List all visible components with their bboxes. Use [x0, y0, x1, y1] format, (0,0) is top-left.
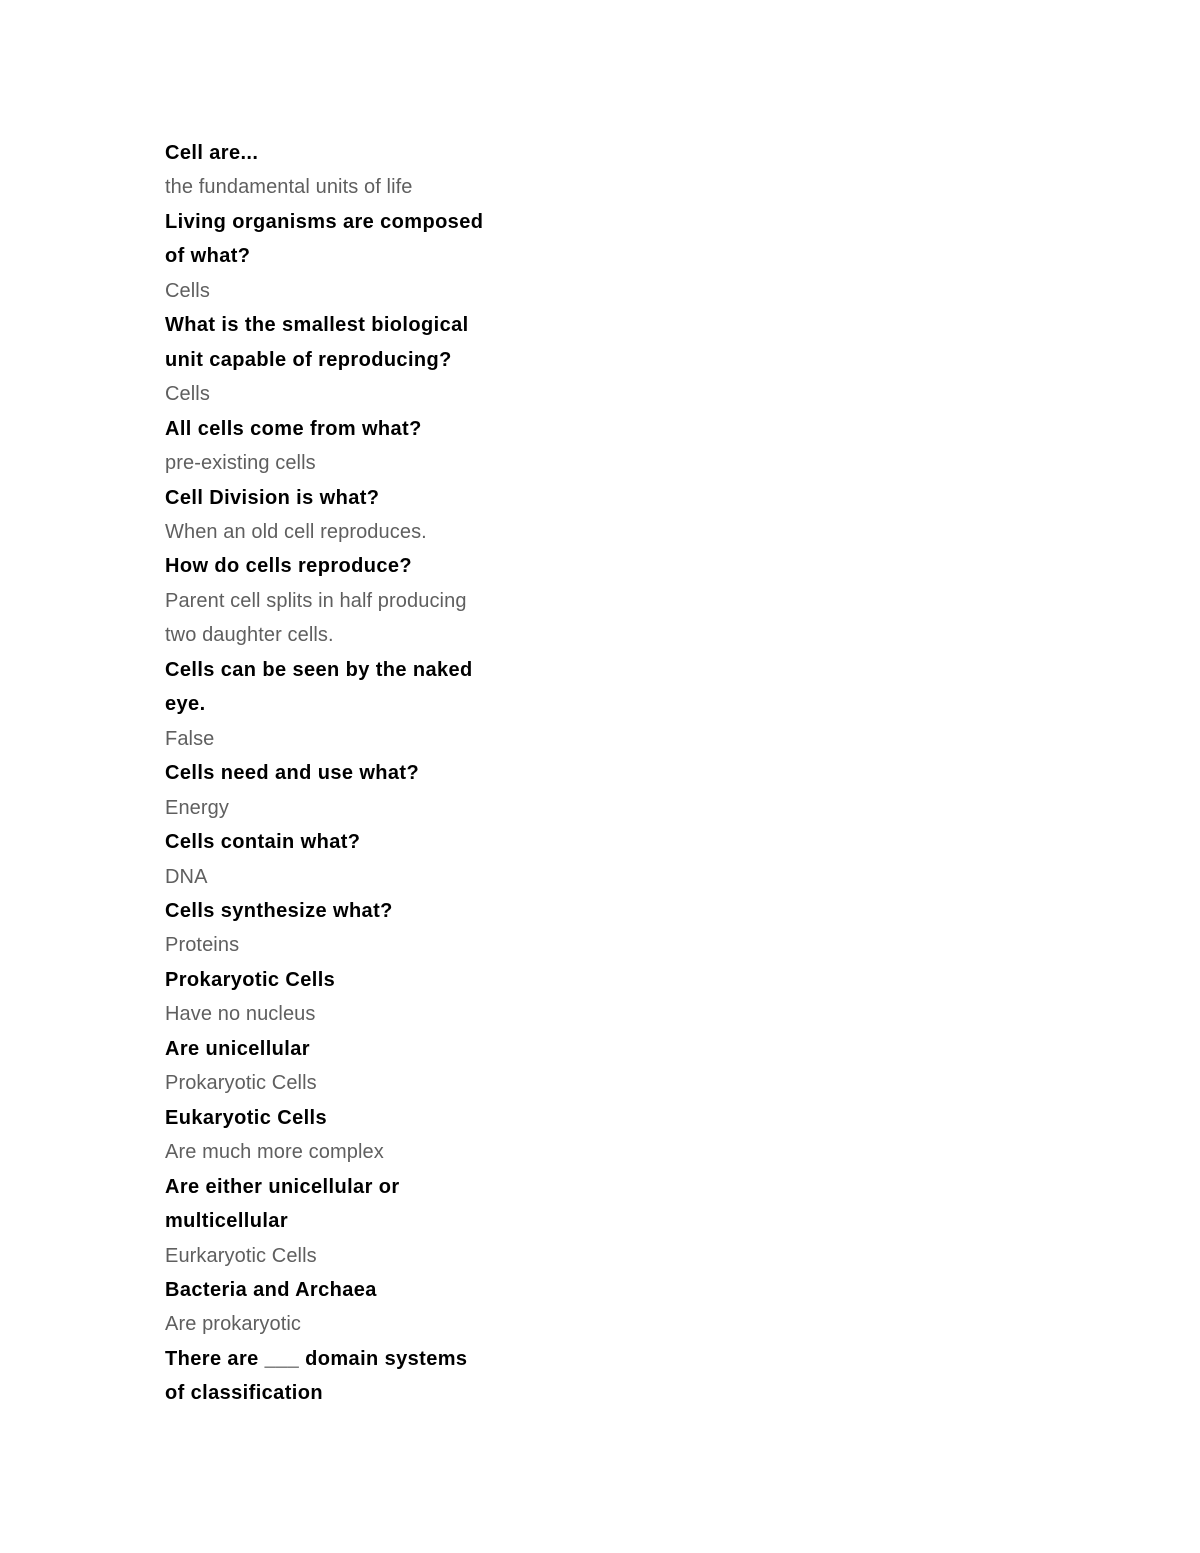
question-line: Cells need and use what? — [165, 762, 420, 785]
answer-line: Proteins — [165, 934, 240, 957]
question-line: unit capable of reproducing? — [165, 348, 452, 371]
question-line: Cells synthesize what? — [165, 899, 393, 922]
flashcard — [165, 136, 525, 205]
question-line: Cells contain what? — [165, 831, 361, 854]
answer-line: Parent cell splits in half producing — [165, 589, 467, 612]
flashcard — [165, 653, 525, 756]
question-line: of classification — [165, 1382, 323, 1405]
answer-line: When an old cell reproduces. — [165, 520, 427, 543]
question-line: eye. — [165, 693, 206, 716]
flashcard — [165, 481, 525, 550]
flashcard — [165, 549, 525, 652]
flashcard — [165, 412, 525, 481]
answer-line: the fundamental units of life — [165, 176, 413, 199]
question-line: What is the smallest biological — [165, 314, 469, 337]
flashcard — [165, 1273, 525, 1342]
answer-line: Are much more complex — [165, 1141, 384, 1164]
question-line: Cell Division is what? — [165, 486, 380, 509]
question-line: Cells can be seen by the naked — [165, 658, 473, 681]
question-line: Prokaryotic Cells — [165, 968, 336, 991]
flashcard — [165, 308, 525, 411]
flashcard — [165, 963, 525, 1032]
answer-line: pre-existing cells — [165, 452, 316, 475]
question-line: All cells come from what? — [165, 417, 422, 440]
flashcard — [165, 1342, 525, 1411]
flashcard — [165, 894, 525, 963]
question-line: Are unicellular — [165, 1037, 310, 1060]
question-line: Eukaryotic Cells — [165, 1106, 328, 1129]
answer-line: Have no nucleus — [165, 1003, 316, 1026]
answer-line: Cells — [165, 279, 210, 302]
flashcard — [165, 825, 525, 894]
answer-line: Cells — [165, 383, 210, 406]
question-line: multicellular — [165, 1210, 289, 1233]
flashcard — [165, 205, 525, 308]
answer-line: two daughter cells. — [165, 624, 334, 647]
question-line: Are either unicellular or — [165, 1175, 400, 1198]
flashcard — [165, 1170, 525, 1273]
question-line: Living organisms are composed — [165, 210, 484, 233]
flashcard — [165, 1101, 525, 1170]
answer-line: False — [165, 727, 215, 750]
answer-line: DNA — [165, 865, 208, 888]
question-line: There are ___ domain systems — [165, 1347, 468, 1370]
question-line: Bacteria and Archaea — [165, 1278, 377, 1301]
answer-line: Eurkaryotic Cells — [165, 1244, 317, 1267]
question-line: How do cells reproduce? — [165, 555, 413, 578]
question-line: of what? — [165, 245, 251, 268]
question-line: Cell are... — [165, 142, 259, 164]
flashcard — [165, 1032, 525, 1101]
answer-line: Are prokaryotic — [165, 1313, 301, 1336]
answer-line: Energy — [165, 796, 229, 819]
answer-line: Prokaryotic Cells — [165, 1072, 317, 1095]
flashcard-list — [165, 136, 525, 1411]
flashcard — [165, 756, 525, 825]
